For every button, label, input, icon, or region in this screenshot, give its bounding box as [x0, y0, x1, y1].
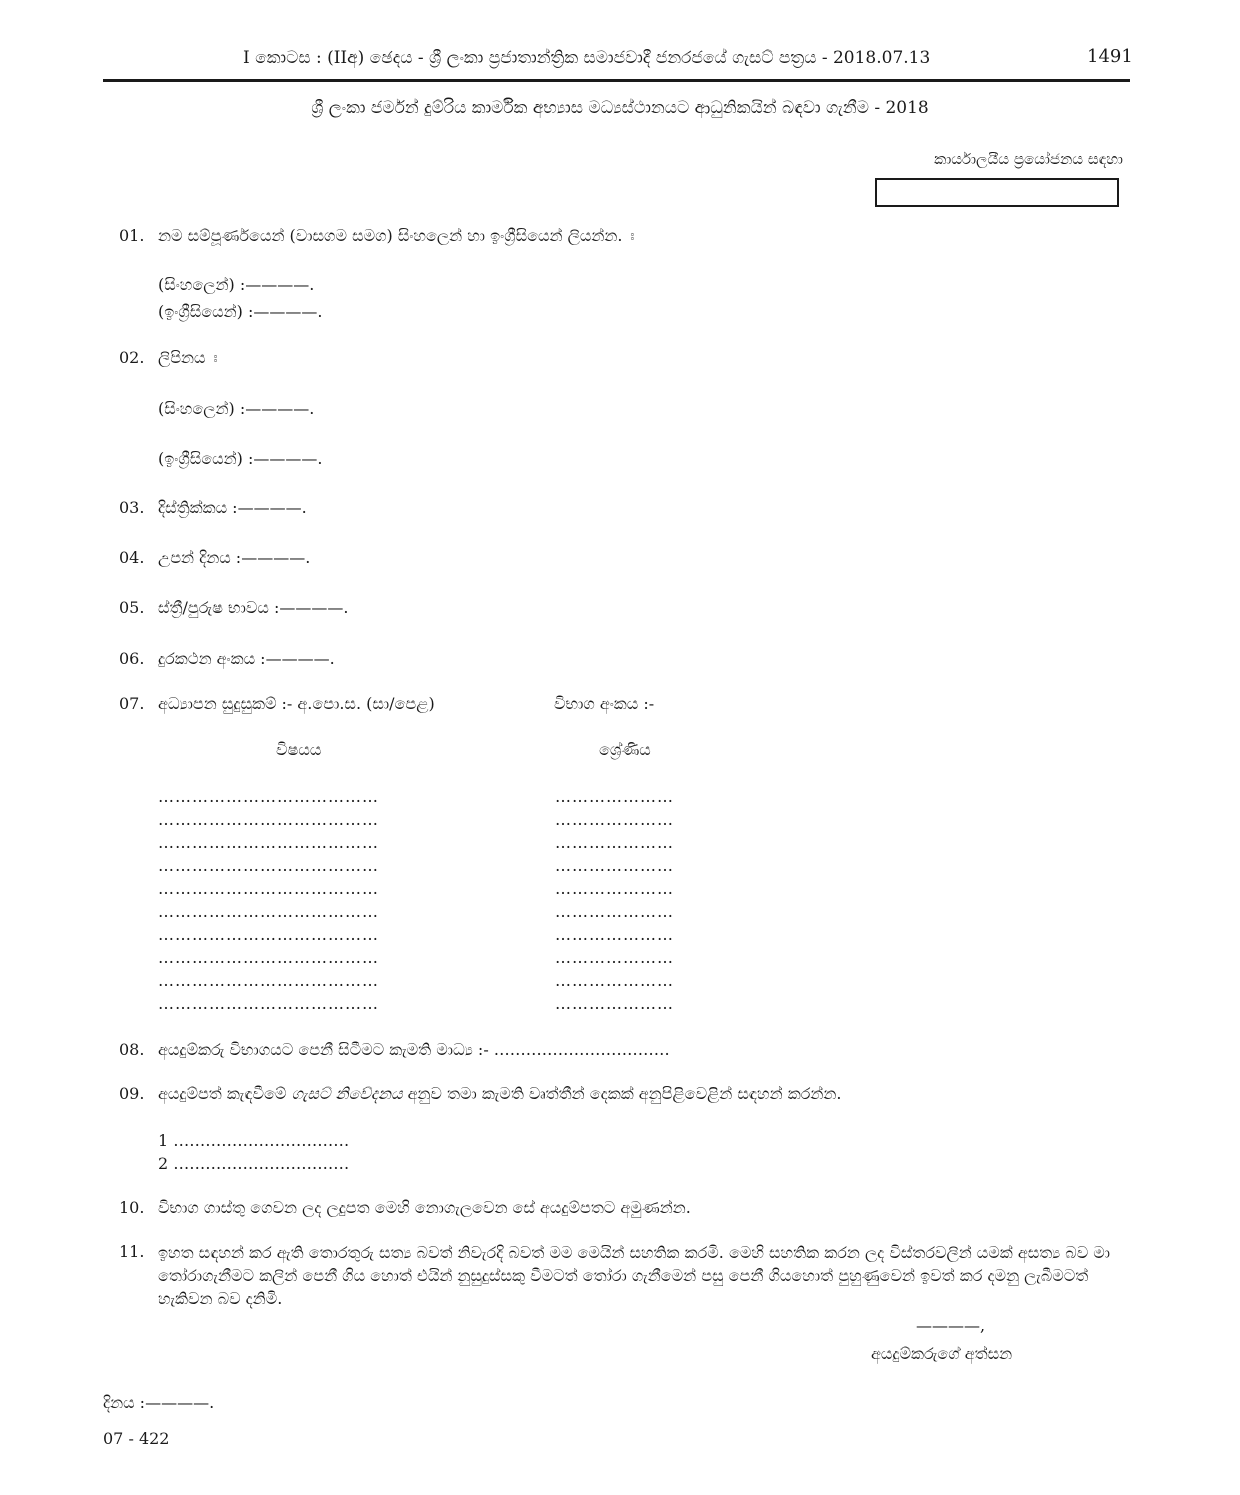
address-question: ලිපිනය ඃ [158, 348, 218, 367]
signature-label: අයදුම්කරුගේ අත්සන [871, 1344, 1013, 1363]
gender-field[interactable]: ස්ත්‍රී/පුරුෂ භාවය :————. [158, 598, 349, 617]
item-number-04: 04. [119, 548, 145, 567]
item-number-11: 11. [119, 1242, 145, 1261]
subject-column-header: විෂයය [276, 740, 322, 759]
trade-preference-1-field[interactable]: 1 …………………………… [158, 1131, 350, 1150]
item-number-08: 08. [119, 1040, 145, 1059]
office-use-label: කාර්යාලයීය ප්‍රයෝජනය සඳහා [934, 150, 1123, 168]
medium-field[interactable]: අයදුම්කරු විභාගයට පෙනී සිටීමට කැමති මාධ්‍ය :- …………………………… [158, 1040, 670, 1059]
header-rule [103, 79, 1130, 82]
phone-field[interactable]: දුරකථන අංකය :————. [158, 649, 335, 668]
item-number-06: 06. [119, 649, 145, 668]
grade-column-header: ශ්‍රේණිය [599, 740, 651, 759]
trade-preference-question [158, 1083, 841, 1105]
signature-line[interactable]: ————, [916, 1316, 986, 1335]
item-number-01: 01. [119, 226, 145, 245]
date-field[interactable]: දිනය :————. [103, 1393, 215, 1412]
gazette-header: I කොටස : (IIඅ) ඡෙදය - ශ්‍රී ලංකා ප්‍රජාතාන්ත්‍රික සමාජවාදී ජනරජයේ ගැසට් පත්‍රය - 2018.07.13 [243, 48, 931, 68]
address-english-field[interactable]: (ඉංග්‍රීසියෙන්) :————. [158, 449, 323, 468]
footer-code: 07 - 422 [103, 1429, 170, 1448]
grade-line[interactable]: ………………… [555, 833, 674, 852]
birth-date-field[interactable]: උපන් දිනය :————. [158, 548, 311, 567]
education-question: අධ්‍යාපන සුදුසුකම් :- අ.පො.ස. (සා/පෙළ) [158, 694, 435, 713]
grade-line[interactable]: ………………… [555, 810, 674, 829]
grade-line[interactable]: ………………… [555, 787, 674, 806]
subject-line[interactable]: ………………………………… [158, 971, 379, 990]
grade-line[interactable]: ………………… [555, 971, 674, 990]
subject-line[interactable]: ………………………………… [158, 925, 379, 944]
subject-line[interactable]: ………………………………… [158, 902, 379, 921]
trade-question-part: අනුව තමා කැමති වෘත්තීන් දෙකක් අනුපිළිවෙළින් සඳහන් කරන්න. [402, 1084, 842, 1103]
subject-line[interactable]: ………………………………… [158, 833, 379, 852]
grade-line[interactable]: ………………… [555, 856, 674, 875]
subject-line[interactable]: ………………………………… [158, 856, 379, 875]
declaration-text: ඉහත සඳහන් කර ඇති තොරතුරු සත්‍ය බවත් නිවැරදි බවත් මම මෙයින් සහතික කරමි. මෙහි සහතික කරන ලද විස්තරවලින් යමක් අසත්‍ය බව මා තෝරාගැනීමට කලින් පෙනී ගිය හොත් එයින් නුසුදුස්සකු වීමටත් තෝරා ගැනීමෙන් පසු පෙනී ගියහොත් පුහුණුවෙන් ඉවත් කර දමනු ලැබීමටත් හැකිවන බව දනිමි. [158, 1243, 1111, 1308]
address-sinhala-field[interactable]: (සිංහලෙන්) :————. [158, 399, 315, 418]
item-number-03: 03. [119, 498, 145, 517]
grade-line[interactable]: ………………… [555, 948, 674, 967]
subject-line[interactable]: ………………………………… [158, 879, 379, 898]
subject-line[interactable]: ………………………………… [158, 994, 379, 1013]
subject-line[interactable]: ………………………………… [158, 787, 379, 806]
trade-question-part: අයදුම්පත් කැඳවීමේ [158, 1084, 292, 1103]
grade-line[interactable]: ………………… [555, 879, 674, 898]
trade-preference-2-field[interactable]: 2 …………………………… [158, 1154, 350, 1173]
subject-line[interactable]: ………………………………… [158, 948, 379, 967]
name-question: නම සම්පූර්ණයෙන් (වාසගම සමග) සිංහලෙන් හා ඉංග්‍රීසියෙන් ලියන්න. ‍ඃ [158, 226, 635, 245]
item-number-09: 09. [119, 1084, 145, 1103]
receipt-instruction: විභාග ගාස්තු ගෙවන ලද ලදුපත මෙහි නොගැලවෙන සේ අයදුම්පතට අමුණන්න. [158, 1198, 691, 1217]
page-number: 1491 [1087, 46, 1133, 67]
item-number-07: 07. [119, 694, 145, 713]
item-number-05: 05. [119, 598, 145, 617]
exam-number-field[interactable]: විභාග අංකය :- [554, 694, 655, 713]
office-use-box[interactable] [875, 178, 1119, 207]
subject-line[interactable]: ………………………………… [158, 810, 379, 829]
grade-line[interactable]: ………………… [555, 902, 674, 921]
item-number-10: 10. [119, 1198, 145, 1217]
name-english-field[interactable]: (ඉංග්‍රීසියෙන්) :————. [158, 302, 323, 321]
grade-line[interactable]: ………………… [555, 994, 674, 1013]
district-field[interactable]: දිස්ත්‍රික්කය :————. [158, 498, 307, 517]
form-title: ශ්‍රී ලංකා ජර්මන් දුම්රිය කාර්මික අභ්‍යාස මධ්‍යස්ථානයට ආධුනිකයින් බඳවා ගැනීම - 2018 [311, 98, 929, 118]
name-sinhala-field[interactable]: (සිංහලෙන්) :————. [158, 275, 315, 294]
gazette-notice-text: ගැසට් නිවේදනය [291, 1084, 403, 1103]
grade-line[interactable]: ………………… [555, 925, 674, 944]
item-number-02: 02. [119, 348, 145, 367]
